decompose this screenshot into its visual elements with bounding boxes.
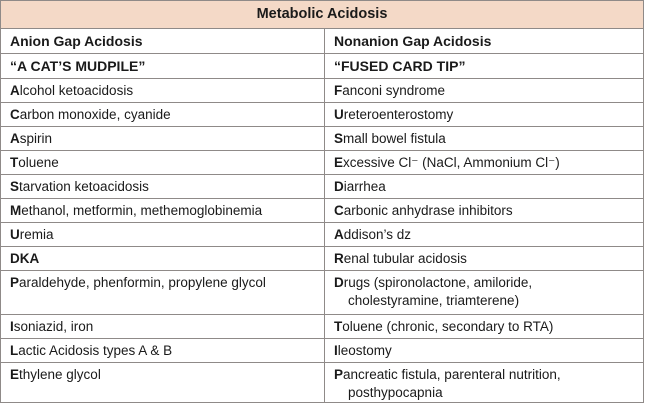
column-header-row bbox=[1, 29, 643, 54]
table-row bbox=[1, 271, 643, 315]
cause-text: arbonic anhydrase inhibitors bbox=[343, 203, 513, 218]
mnemonic-initial: C bbox=[10, 107, 20, 122]
anion-gap-mnemonic: “A CAT’S MUDPILE” bbox=[1, 54, 325, 78]
table-row bbox=[1, 315, 643, 339]
anion-gap-cause bbox=[1, 151, 325, 174]
cause-text: ddison’s dz bbox=[343, 227, 412, 242]
table-row bbox=[1, 363, 643, 403]
cause-text: lcohol ketoacidosis bbox=[19, 83, 134, 98]
cause-text: oluene (chronic, secondary to RTA) bbox=[342, 319, 554, 334]
nonanion-gap-cause bbox=[325, 79, 643, 102]
mnemonic-initial: M bbox=[10, 203, 22, 218]
cause-text: spirin bbox=[19, 131, 53, 146]
mnemonic-initial: C bbox=[334, 203, 344, 218]
mnemonic-initial: U bbox=[10, 227, 20, 242]
cause-text: remia bbox=[19, 227, 54, 242]
table-row bbox=[1, 127, 643, 151]
mnemonic-initial: A bbox=[334, 227, 344, 242]
anion-gap-cause bbox=[1, 175, 325, 198]
mnemonic-initial: P bbox=[334, 367, 344, 382]
cause-text: oluene bbox=[18, 155, 59, 170]
nonanion-gap-cause bbox=[325, 271, 643, 314]
cause-text: iarrhea bbox=[343, 179, 386, 194]
table-row bbox=[1, 339, 643, 363]
anion-gap-cause bbox=[1, 103, 325, 126]
nonanion-gap-header: Nonanion Gap Acidosis bbox=[334, 33, 492, 49]
nonanion-gap-cause bbox=[325, 103, 643, 126]
cause-text: soniazid, iron bbox=[13, 319, 94, 334]
mnemonic-initial: T bbox=[10, 155, 19, 170]
nonanion-gap-cause bbox=[325, 223, 643, 246]
table-row bbox=[1, 199, 643, 223]
nonanion-gap-cause bbox=[325, 315, 643, 338]
table-title: Metabolic Acidosis bbox=[1, 1, 643, 29]
mnemonic-initial: I bbox=[10, 319, 14, 334]
mnemonic-initial: E bbox=[334, 155, 344, 170]
anion-gap-cause bbox=[1, 79, 325, 102]
cause-text: arbon monoxide, cyanide bbox=[19, 107, 171, 122]
cause-text: reteroenterostomy bbox=[343, 107, 454, 122]
anion-gap-cause bbox=[1, 271, 325, 314]
table-row bbox=[1, 223, 643, 247]
cause-text: xcessive Cl⁻ (NaCl, Ammonium Cl⁻) bbox=[343, 155, 560, 170]
anion-gap-cause bbox=[1, 315, 325, 338]
anion-gap-cause bbox=[1, 127, 325, 150]
mnemonic-row bbox=[1, 54, 643, 79]
nonanion-gap-cause bbox=[325, 247, 643, 270]
nonanion-gap-cause bbox=[325, 363, 643, 403]
table-row bbox=[1, 103, 643, 127]
mnemonic-initial: E bbox=[10, 367, 20, 382]
cause-text: ethanol, metformin, methemoglobinemia bbox=[21, 203, 263, 218]
mnemonic-initial: S bbox=[10, 179, 20, 194]
table-row bbox=[1, 247, 643, 271]
mnemonic-initial: A bbox=[10, 131, 20, 146]
anion-gap-header: Anion Gap Acidosis bbox=[1, 29, 325, 53]
cause-text: actic Acidosis types A & B bbox=[18, 343, 173, 358]
nonanion-gap-cause bbox=[325, 151, 643, 174]
anion-gap-cause bbox=[1, 363, 325, 403]
mnemonic-initial: A bbox=[10, 83, 20, 98]
mnemonic-initial: R bbox=[334, 251, 344, 266]
anion-gap-cause bbox=[1, 247, 325, 270]
nonanion-gap-mnemonic: “FUSED CARD TIP” bbox=[334, 58, 466, 74]
nonanion-gap-cause bbox=[325, 199, 643, 222]
anion-gap-cause bbox=[1, 339, 325, 362]
mnemonic-initial: I bbox=[334, 343, 338, 358]
mnemonic-initial: U bbox=[334, 107, 344, 122]
cause-text: ancreatic fistula, parenteral nutrition, bbox=[343, 367, 561, 382]
mnemonic-initial: S bbox=[334, 131, 344, 146]
cause-text: thylene glycol bbox=[19, 367, 101, 382]
cause-text: anconi syndrome bbox=[342, 83, 446, 98]
table-row bbox=[1, 79, 643, 103]
mnemonic-initial: P bbox=[10, 275, 20, 290]
cause-text: leostomy bbox=[337, 343, 392, 358]
nonanion-gap-cause bbox=[325, 127, 643, 150]
mnemonic-initial: DKA bbox=[10, 251, 40, 266]
mnemonic-initial: D bbox=[334, 179, 344, 194]
anion-gap-cause bbox=[1, 223, 325, 246]
cause-text: mall bowel fistula bbox=[343, 131, 446, 146]
table-row bbox=[1, 151, 643, 175]
cause-text: rugs (spironolactone, amiloride, bbox=[343, 275, 533, 290]
cause-text: enal tubular acidosis bbox=[343, 251, 467, 266]
mnemonic-initial: D bbox=[334, 275, 344, 290]
table-row bbox=[1, 175, 643, 199]
nonanion-gap-cause bbox=[325, 175, 643, 198]
anion-gap-cause bbox=[1, 199, 325, 222]
cause-text: araldehyde, phenformin, propylene glycol bbox=[19, 275, 266, 290]
cause-text-continued: posthypocapnia bbox=[348, 385, 443, 400]
mnemonic-initial: F bbox=[334, 83, 343, 98]
cause-text-continued: cholestyramine, triamterene) bbox=[348, 293, 520, 308]
cause-text: tarvation ketoacidosis bbox=[19, 179, 149, 194]
nonanion-gap-cause bbox=[325, 339, 643, 362]
mnemonic-initial: L bbox=[10, 343, 19, 358]
mnemonic-initial: T bbox=[334, 319, 343, 334]
